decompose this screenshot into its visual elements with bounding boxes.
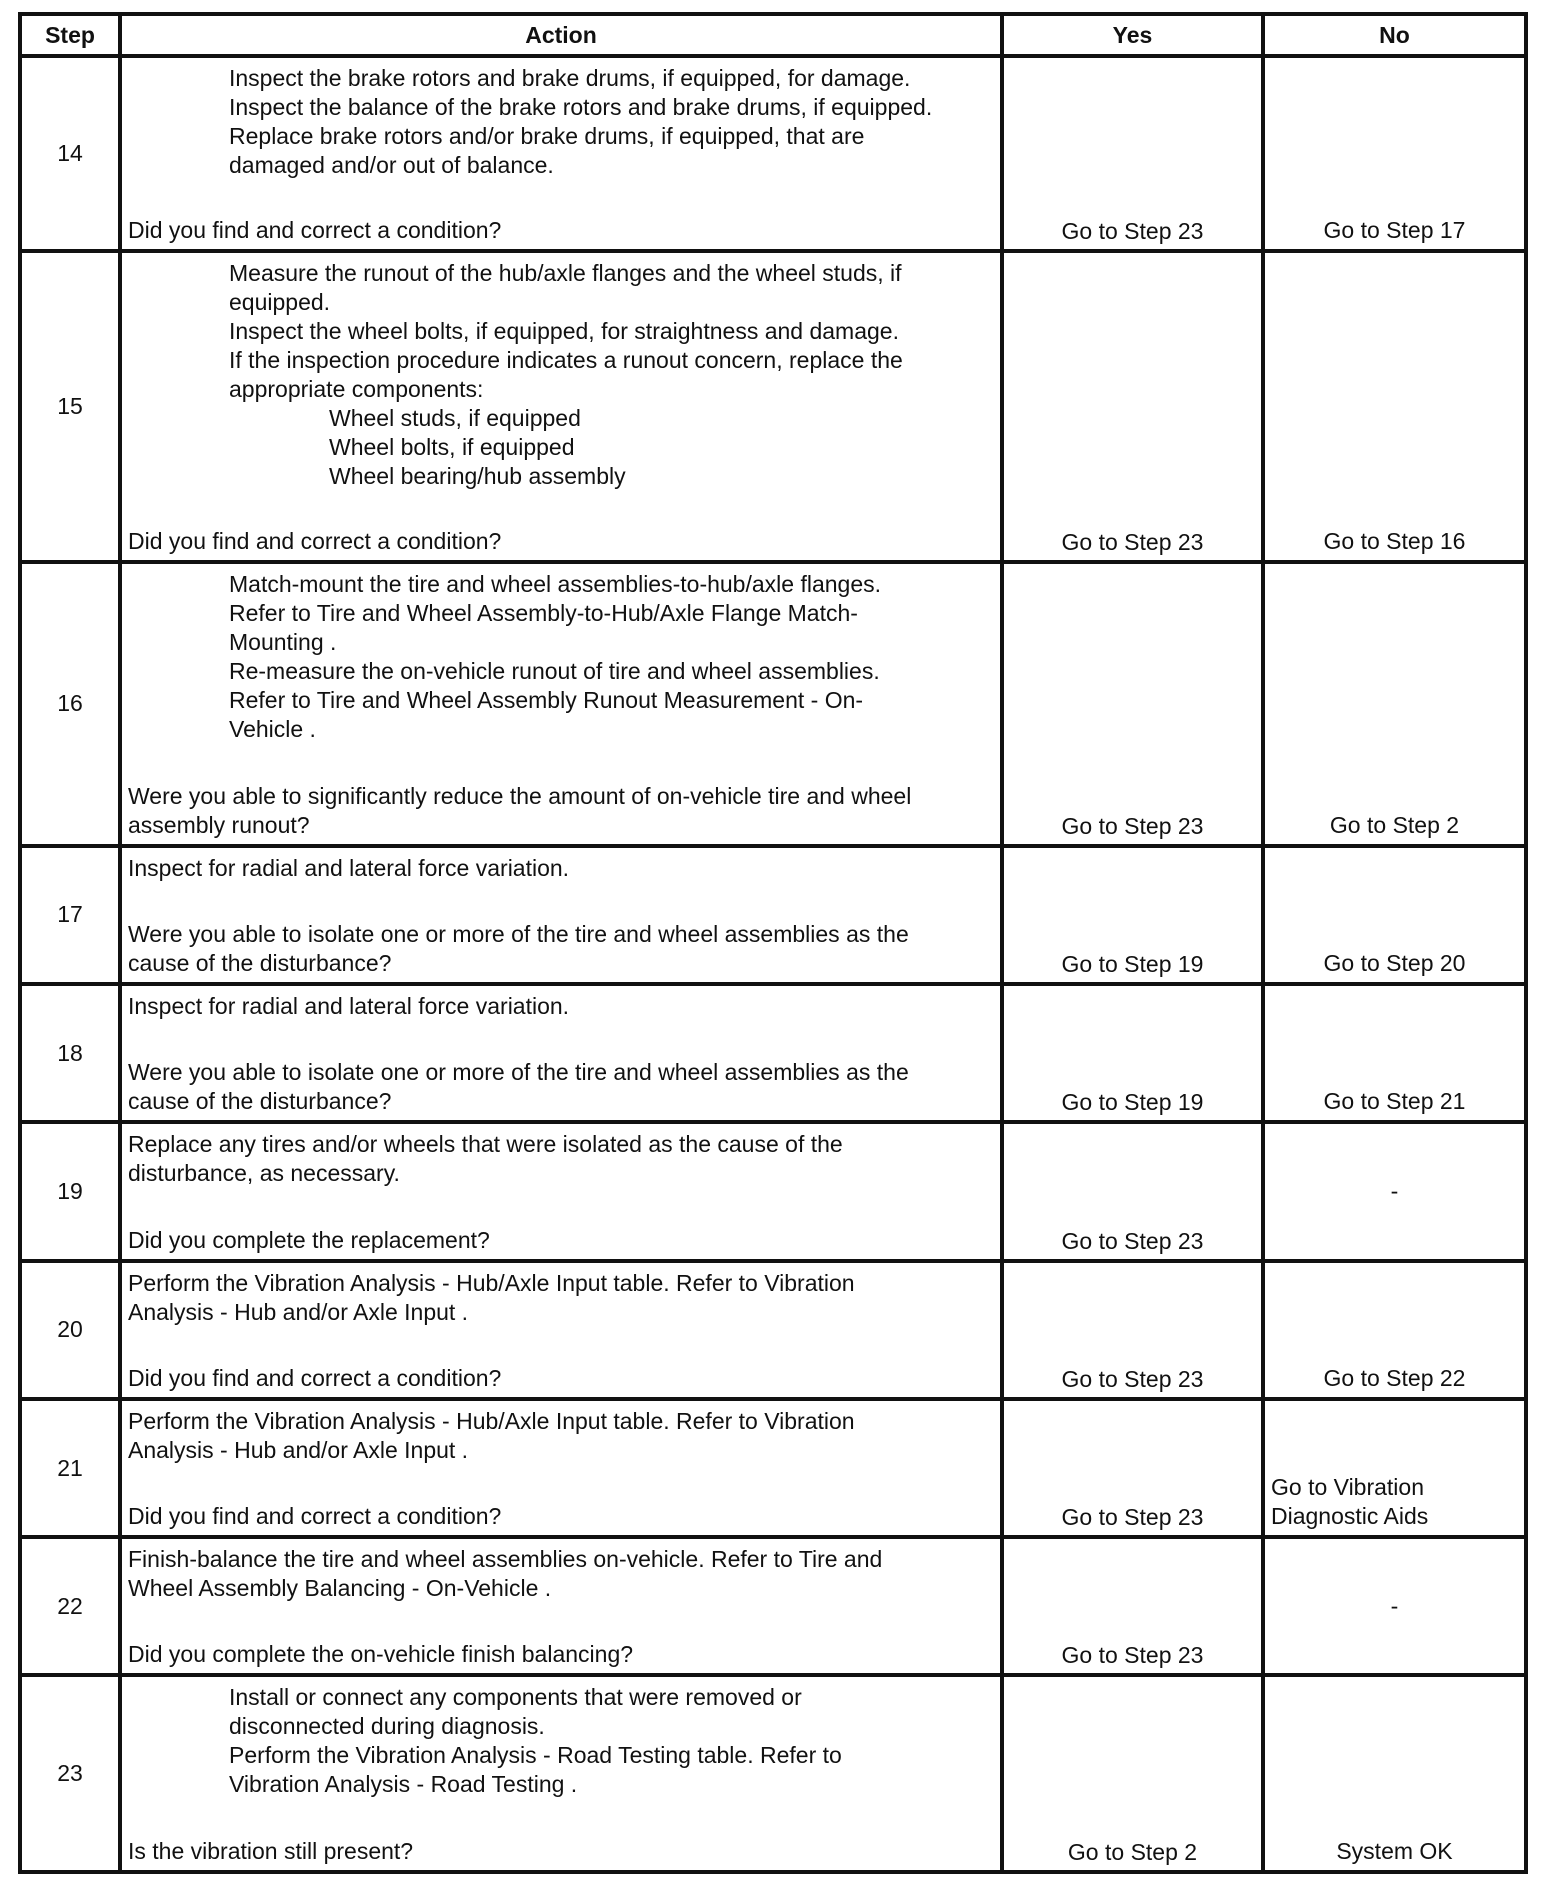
instruction-line: Finish-balance the tire and wheel assemblies on-vehicle. Refer to Tire and (128, 1546, 883, 1573)
step-number: 22 (20, 1537, 120, 1675)
no-result-line: Go to Step 17 (1323, 217, 1466, 244)
instruction-line: Inspect for radial and lateral force variation. (128, 854, 570, 881)
question-block (128, 782, 994, 840)
question-block (128, 1837, 994, 1866)
table-row (20, 562, 1526, 846)
yes-result: Go to Step 19 (1002, 984, 1263, 1122)
action-cell (120, 1675, 1002, 1872)
yes-result: Go to Step 23 (1002, 1122, 1263, 1260)
step-number: 18 (20, 984, 120, 1122)
instruction-block (128, 992, 994, 1021)
instruction-line: disconnected during diagnosis. (229, 1713, 545, 1740)
instruction-line: Install or connect any components that were removed or (229, 1684, 802, 1711)
question-line: Did you find and correct a condition? (128, 1364, 502, 1391)
instruction-line: Mounting . (229, 629, 337, 656)
header-yes: Yes (1002, 14, 1263, 56)
table-row (20, 1399, 1526, 1537)
instruction-block (128, 1545, 994, 1603)
header-no: No (1263, 14, 1526, 56)
instruction-line: Inspect the balance of the brake rotors and brake drums, if equipped. (229, 94, 933, 120)
instruction-line: Measure the runout of the hub/axle flanges and the wheel studs, if (229, 260, 902, 287)
step-number: 19 (20, 1122, 120, 1260)
action-cell (120, 846, 1002, 984)
no-result-line: Go to Step 22 (1323, 1364, 1466, 1391)
instruction-line: Perform the Vibration Analysis - Hub/Axle Input table. Refer to Vibration (128, 1407, 855, 1434)
no-result (1263, 562, 1526, 846)
instruction-block (128, 1407, 994, 1465)
table-row (20, 984, 1526, 1122)
instruction-block (128, 259, 994, 491)
instruction-line: Replace brake rotors and/or brake drums, if equipped, that are (229, 123, 865, 149)
no-result (1263, 984, 1526, 1122)
no-result-line: Go to Step 21 (1323, 1088, 1466, 1115)
instruction-line: Inspect for radial and lateral force variation. (128, 993, 570, 1019)
no-result (1263, 1399, 1526, 1537)
instruction-line: Inspect the wheel bolts, if equipped, for straightness and damage. (229, 318, 899, 345)
instruction-line: Inspect the brake rotors and brake drums, if equipped, for damage. (229, 65, 911, 91)
yes-result: Go to Step 23 (1002, 562, 1263, 846)
question-block (128, 920, 994, 978)
instruction-line: Replace any tires and/or wheels that were isolated as the cause of the (128, 1131, 843, 1158)
action-cell (120, 1537, 1002, 1675)
header-action: Action (120, 14, 1002, 56)
table-row (20, 56, 1526, 251)
question-line: Did you complete the on-vehicle finish balancing? (128, 1641, 634, 1668)
step-number: 21 (20, 1399, 120, 1537)
action-cell (120, 1261, 1002, 1399)
instruction-line: appropriate components: (229, 376, 484, 403)
question-line: Did you find and correct a condition? (128, 217, 502, 244)
no-result-line: Go to Step 20 (1323, 950, 1466, 976)
instruction-line: Analysis - Hub and/or Axle Input . (128, 1436, 469, 1463)
yes-result: Go to Step 23 (1002, 1537, 1263, 1675)
no-result-line: - (1390, 1592, 1399, 1619)
instruction-line: equipped. (229, 289, 331, 316)
question-block (128, 216, 994, 245)
diagnostic-table (18, 12, 1528, 1874)
no-result (1263, 56, 1526, 251)
action-cell (120, 984, 1002, 1122)
question-line: cause of the disturbance? (128, 950, 392, 976)
no-result-line: System OK (1336, 1838, 1453, 1864)
question-line: cause of the disturbance? (128, 1088, 392, 1115)
instruction-block (128, 1269, 994, 1327)
question-line: Is the vibration still present? (128, 1838, 414, 1864)
question-line: Were you able to significantly reduce the amount of on-vehicle tire and wheel (128, 782, 912, 809)
instruction-line: disturbance, as necessary. (128, 1160, 400, 1187)
header-step: Step (20, 14, 120, 56)
instruction-line: damaged and/or out of balance. (229, 152, 554, 178)
yes-result: Go to Step 19 (1002, 846, 1263, 984)
instruction-block (128, 570, 994, 744)
header-row (20, 14, 1526, 56)
instruction-block (128, 1130, 994, 1188)
instruction-block (128, 64, 994, 180)
question-block (128, 1640, 994, 1669)
step-number: 17 (20, 846, 120, 984)
no-result-line: - (1390, 1177, 1399, 1204)
question-line: Did you find and correct a condition? (128, 528, 502, 555)
step-number: 20 (20, 1261, 120, 1399)
question-block (128, 1058, 994, 1116)
question-line: Were you able to isolate one or more of the tire and wheel assemblies as the (128, 921, 909, 947)
action-cell (120, 562, 1002, 846)
instruction-block (128, 854, 994, 883)
no-result (1263, 1675, 1526, 1872)
table-row (20, 1261, 1526, 1399)
step-number: 16 (20, 562, 120, 846)
action-cell (120, 1122, 1002, 1260)
yes-result: Go to Step 23 (1002, 1399, 1263, 1537)
step-number: 14 (20, 56, 120, 251)
sub-item-line: Wheel studs, if equipped (329, 405, 581, 432)
instruction-line: Re-measure the on-vehicle runout of tire and wheel assemblies. (229, 658, 880, 685)
yes-result: Go to Step 23 (1002, 1261, 1263, 1399)
table-row (20, 1675, 1526, 1872)
question-block (128, 1364, 994, 1393)
question-line: Were you able to isolate one or more of the tire and wheel assemblies as the (128, 1059, 909, 1086)
step-number: 23 (20, 1675, 120, 1872)
no-result (1263, 1537, 1526, 1675)
table-row (20, 1537, 1526, 1675)
instruction-line: If the inspection procedure indicates a runout concern, replace the (229, 347, 903, 374)
question-block (128, 1502, 994, 1531)
action-cell (120, 251, 1002, 562)
instruction-line: Vibration Analysis - Road Testing . (229, 1771, 578, 1798)
instruction-line: Wheel Assembly Balancing - On-Vehicle . (128, 1575, 552, 1602)
question-block (128, 527, 994, 556)
action-cell (120, 56, 1002, 251)
instruction-line: Refer to Tire and Wheel Assembly-to-Hub/Axle Flange Match- (229, 600, 858, 627)
action-cell (120, 1399, 1002, 1537)
question-line: Did you complete the replacement? (128, 1226, 490, 1253)
question-line: assembly runout? (128, 811, 310, 838)
no-result (1263, 1122, 1526, 1260)
table-row (20, 846, 1526, 984)
yes-result: Go to Step 23 (1002, 251, 1263, 562)
no-result-line: Diagnostic Aids (1271, 1503, 1429, 1530)
instruction-line: Analysis - Hub and/or Axle Input . (128, 1298, 469, 1325)
question-block (128, 1226, 994, 1255)
instruction-block (128, 1683, 994, 1799)
instruction-line: Match-mount the tire and wheel assemblies-to-hub/axle flanges. (229, 571, 882, 598)
no-result (1263, 1261, 1526, 1399)
no-result-line: Go to Step 2 (1329, 811, 1460, 838)
no-result-line: Go to Step 16 (1323, 528, 1466, 555)
table-row (20, 251, 1526, 562)
instruction-line: Perform the Vibration Analysis - Road Testing table. Refer to (229, 1742, 842, 1769)
instruction-line: Perform the Vibration Analysis - Hub/Axle Input table. Refer to Vibration (128, 1269, 855, 1296)
yes-result: Go to Step 2 (1002, 1675, 1263, 1872)
sub-item-line: Wheel bearing/hub assembly (329, 463, 626, 490)
table-row (20, 1122, 1526, 1260)
yes-result: Go to Step 23 (1002, 56, 1263, 251)
step-number: 15 (20, 251, 120, 562)
instruction-line: Vehicle . (229, 716, 316, 743)
question-line: Did you find and correct a condition? (128, 1503, 502, 1530)
no-result-line: Go to Vibration (1271, 1474, 1425, 1501)
no-result (1263, 846, 1526, 984)
instruction-line: Refer to Tire and Wheel Assembly Runout Measurement - On- (229, 687, 864, 714)
sub-item-line: Wheel bolts, if equipped (329, 434, 575, 461)
no-result (1263, 251, 1526, 562)
